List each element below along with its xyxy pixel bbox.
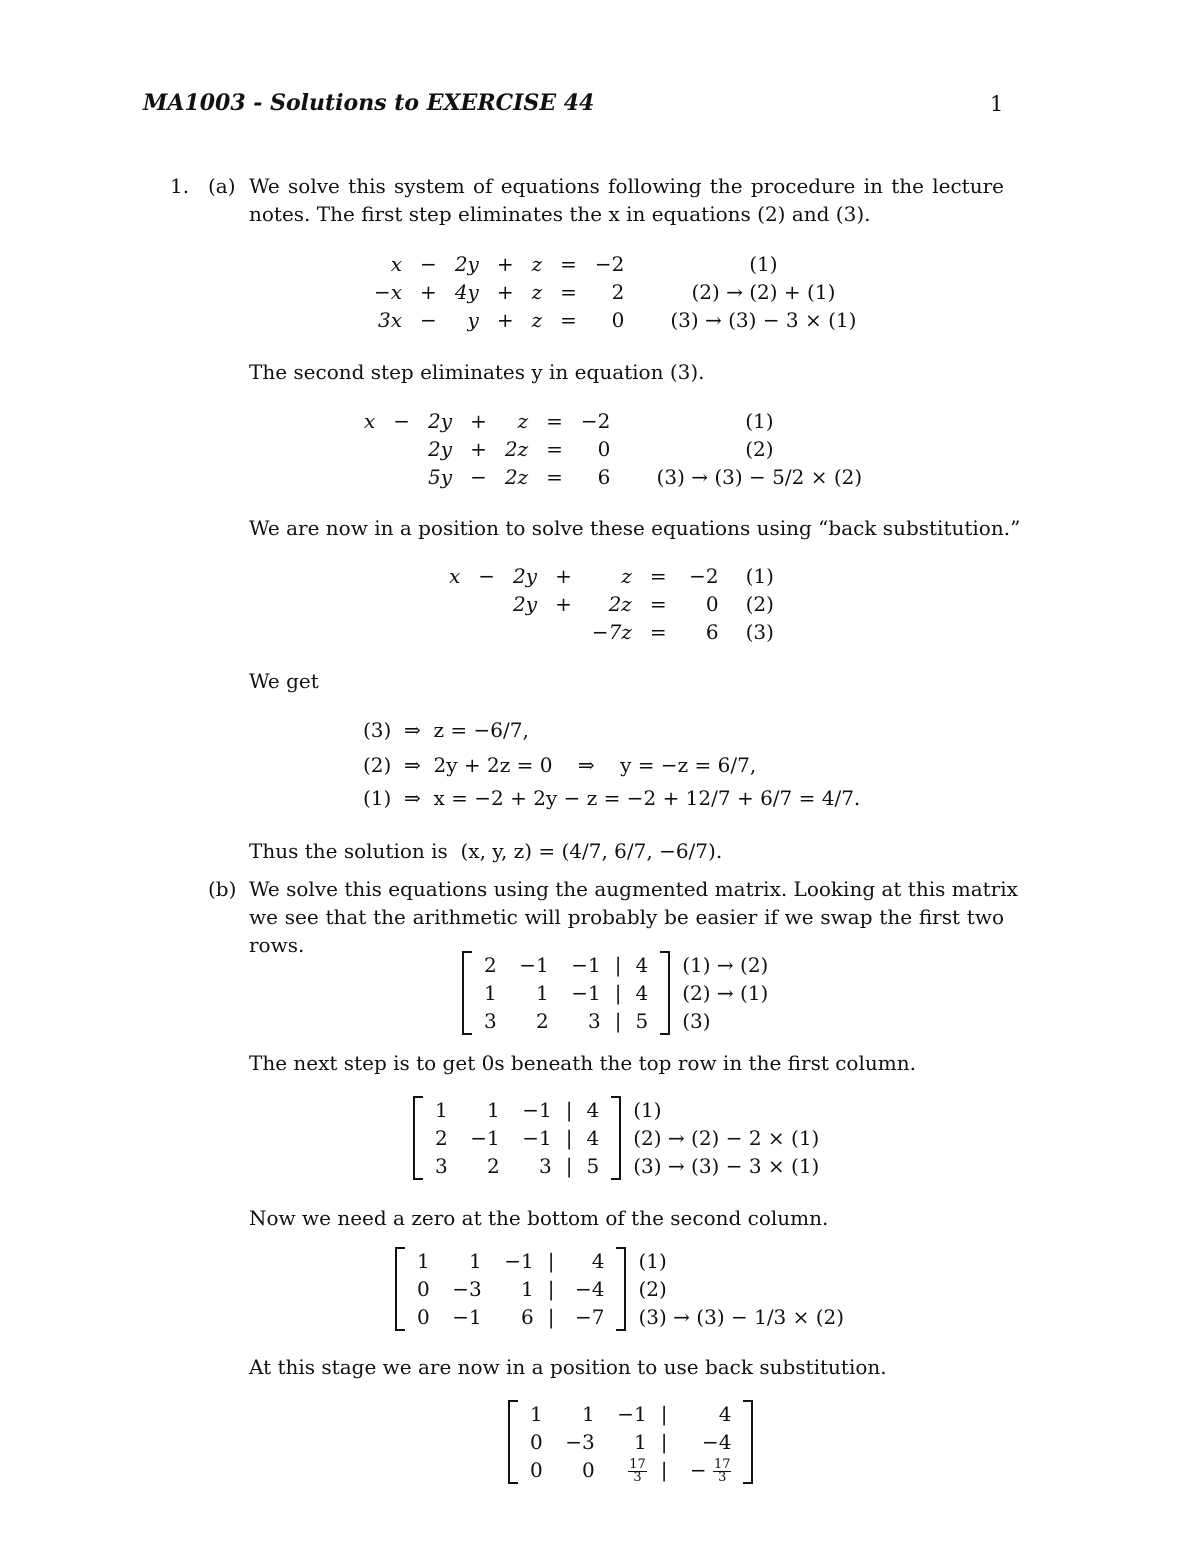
row-operation: (3) → (3) − 3 × (1) [670,308,857,332]
matrix-row [522,1428,739,1456]
term: 2z [608,592,632,616]
right-bracket [611,1096,621,1180]
row-operation: (1) → (2) [682,953,769,977]
operator: − [420,308,437,332]
row-operation: (3) → (3) − 1/3 × (2) [638,1305,845,1329]
matrix-cell: −1 [452,1305,482,1329]
equals: = [546,465,563,489]
rhs: 6 [705,620,719,644]
matrix-cell: 1 [634,1430,647,1454]
matrix-cell: −7 [575,1305,605,1329]
step2-text: The second step eliminates y in equation (3). [249,360,705,384]
matrix-body [409,1247,612,1331]
rhs: −2 [580,409,611,433]
matrix-cell: 2 [484,953,497,977]
operator: − [478,564,496,588]
matrix-row [476,979,656,1007]
operator: − [393,409,411,433]
operator: + [470,437,487,461]
left-bracket [508,1400,518,1484]
part-b-intro-line1: We solve this equations using the augmented matrix. Looking at this matrix [249,877,1018,901]
part-a-intro-line2: notes. The first step eliminates the x in equations (2) and (3). [249,202,871,226]
matrix-cell: 4 [635,953,649,977]
matrix-separator: | [660,1430,668,1454]
row-operations [682,951,768,1035]
we-get-text: We get [249,669,319,693]
equals: = [560,280,577,304]
equation-row [365,278,872,306]
rhs: 6 [597,465,611,489]
matrix-cell: 4 [718,1402,732,1426]
term: 2z [504,437,529,461]
row-operation: (1) [745,409,774,433]
equation-system-3 [440,562,783,646]
operator [384,463,419,491]
operator [546,618,581,646]
rhs: 0 [705,592,719,616]
matrix-cell: 0 [582,1458,595,1482]
term: z [531,308,543,332]
equals: = [649,620,667,644]
operator: + [555,592,572,616]
matrix-row [476,1007,656,1035]
rhs: −2 [594,252,625,276]
row-operation: (2) → (1) [682,981,769,1005]
equation-row [355,463,878,491]
equals: = [546,409,563,433]
fraction-numerator: 17 [629,1457,646,1472]
matrix-row [522,1400,739,1428]
part-b-intro-line2: we see that the arithmetic will probably be easier if we swap the first two [249,905,1004,929]
matrix-separator: | [565,1126,573,1150]
back-substitution-text: We are now in a position to solve these equations using “back substitution.” [249,516,1021,540]
matrix-cell: 2 [487,1154,500,1178]
minus-sign: − [689,1458,707,1482]
matrix-cell: −1 [470,1126,500,1150]
operator: − [420,252,437,276]
operator: + [496,308,514,332]
row-operation: (2) [638,1277,667,1301]
row-operations [633,1096,819,1180]
matrix-cell: 1 [487,1098,500,1122]
matrix-cell: 3 [539,1154,552,1178]
result-line-1: (3) ⇒ z = −6/7, [363,718,529,742]
matrix-cell: 0 [417,1305,430,1329]
row-operation: (2) → (2) − 2 × (1) [633,1126,820,1150]
fraction [713,1459,732,1484]
matrix-cell: 6 [521,1305,534,1329]
matrix-cell: 4 [635,981,649,1005]
matrix-row [522,1456,739,1484]
term: 2y [454,252,479,276]
term: 2y [513,592,538,616]
step-text-2: The next step is to get 0s beneath the top row in the first column. [249,1051,916,1075]
matrix-body [522,1400,739,1484]
matrix-row [409,1303,612,1331]
operator: + [496,280,514,304]
rhs: 0 [597,437,611,461]
fraction-denominator: 3 [718,1470,727,1485]
row-operation: (2) → (2) + (1) [691,280,836,304]
term: z [517,409,529,433]
row-operation: (3) → (3) − 5/2 × (2) [656,465,863,489]
augmented-matrix-4 [508,1400,753,1484]
rhs: 0 [611,308,625,332]
term: 3x [378,308,403,332]
matrix-cell: −4 [702,1430,732,1454]
matrix-cell: 3 [484,1009,497,1033]
row-operation: (3) [682,1009,711,1033]
matrix-cell: 0 [417,1277,430,1301]
matrix-body [427,1096,607,1180]
part-a-label: (a) [208,174,236,198]
page-title: MA1003 - Solutions to EXERCISE 44 [143,90,595,116]
matrix-separator: | [660,1458,668,1482]
matrix-cell: 3 [588,1009,601,1033]
matrix-cell: 4 [586,1126,600,1150]
matrix-cell: 1 [530,1402,543,1426]
operator: + [420,280,437,304]
operator: + [470,409,487,433]
matrix-separator: | [614,1009,622,1033]
matrix-separator: | [547,1277,555,1301]
matrix-separator: | [614,953,622,977]
equals: = [560,252,577,276]
row-operation: (1) [745,564,774,588]
matrix-cell: −4 [575,1277,605,1301]
matrix-cell: 0 [530,1458,543,1482]
equation-row [355,435,878,463]
matrix-cell: 1 [469,1249,482,1273]
fraction-denominator: 3 [633,1470,642,1485]
operator: + [555,564,572,588]
augmented-matrix-3 [395,1247,844,1331]
left-bracket [462,951,472,1035]
matrix-cell: −1 [522,1126,552,1150]
term: −7z [591,620,632,644]
equation-row [355,407,878,435]
term: y [467,308,479,332]
matrix-cell [673,1456,739,1484]
left-bracket [413,1096,423,1180]
matrix-cell: −3 [452,1277,482,1301]
matrix-cell: 1 [536,981,549,1005]
matrix-cell: 0 [530,1430,543,1454]
matrix-cell: −1 [571,981,601,1005]
equation-row [440,590,783,618]
matrix-cell: 1 [435,1098,448,1122]
matrix-cell: 2 [536,1009,549,1033]
row-operation: (3) → (3) − 3 × (1) [633,1154,820,1178]
term: 2y [513,564,538,588]
term: 2y [428,409,453,433]
augmented-matrix-1 [462,951,768,1035]
matrix-cell: 2 [435,1126,448,1150]
row-operation: (1) [749,252,778,276]
term: 2z [504,465,529,489]
equation-row [440,618,783,646]
matrix-cell: 4 [591,1249,605,1273]
matrix-cell [603,1456,655,1484]
matrix-row [427,1124,607,1152]
matrix-cell: −1 [617,1402,647,1426]
part-b-label: (b) [208,877,237,901]
solution-text: Thus the solution is (x, y, z) = (4/7, 6/7, −6/7). [249,839,723,863]
matrix-cell: −1 [504,1249,534,1273]
term: z [531,252,543,276]
term: 2y [428,437,453,461]
term: z [621,564,632,588]
matrix-row [427,1152,607,1180]
operator: − [470,465,487,489]
row-operations [638,1247,844,1331]
equation-row [365,250,872,278]
equals: = [649,592,667,616]
matrix-cell: −1 [519,953,549,977]
page-number: 1 [990,92,1004,116]
augmented-matrix-2 [413,1096,819,1180]
fraction [628,1459,647,1484]
matrix-row [409,1275,612,1303]
row-operation: (2) [745,592,774,616]
term: 4y [454,280,479,304]
result-line-3: (1) ⇒ x = −2 + 2y − z = −2 + 12/7 + 6/7 = 4/7. [363,786,861,810]
operator [469,590,504,618]
operator: + [496,252,514,276]
operator [384,435,419,463]
rhs: 2 [611,280,625,304]
result-line-2: (2) ⇒ 2y + 2z = 0 ⇒ y = −z = 6/7, [363,753,757,777]
matrix-cell: −3 [565,1430,595,1454]
equation-row [365,306,872,334]
term: x [364,409,376,433]
matrix-cell: 1 [484,981,497,1005]
matrix-cell: 4 [586,1098,600,1122]
equation-row [440,562,783,590]
term: x [449,564,461,588]
equals: = [649,564,667,588]
row-operation: (2) [745,437,774,461]
operator [469,618,504,646]
term: 5y [428,465,453,489]
matrix-cell: 3 [435,1154,448,1178]
row-operation: (1) [638,1249,667,1273]
matrix-cell: 5 [635,1009,649,1033]
term: x [390,252,403,276]
matrix-cell: 1 [582,1402,595,1426]
equals: = [546,437,563,461]
matrix-row [427,1096,607,1124]
equation-system-2 [355,407,878,491]
term: z [531,280,543,304]
matrix-separator: | [565,1154,573,1178]
right-bracket [743,1400,753,1484]
matrix-cell: −1 [522,1098,552,1122]
matrix-cell: 1 [417,1249,430,1273]
matrix-row [409,1247,612,1275]
matrix-cell: 1 [521,1277,534,1301]
left-bracket [395,1247,405,1331]
matrix-separator: | [547,1249,555,1273]
matrix-cell: −1 [571,953,601,977]
matrix-cell: 5 [586,1154,600,1178]
rhs: −2 [689,564,719,588]
fraction-numerator: 17 [713,1457,731,1472]
matrix-separator: | [547,1305,555,1329]
matrix-separator: | [660,1402,668,1426]
part-b-intro-line3: rows. [249,933,305,957]
equation-system-1 [365,250,872,334]
question-number: 1. [170,174,190,198]
matrix-separator: | [614,981,622,1005]
equals: = [560,308,577,332]
row-operation: (1) [633,1098,662,1122]
step-text-4: At this stage we are now in a position to use back substitution. [249,1355,887,1379]
matrix-separator: | [565,1098,573,1122]
part-a-intro-line1: We solve this system of equations following the procedure in the lecture [249,174,1004,198]
matrix-row [476,951,656,979]
term: −x [374,280,403,304]
matrix-body [476,951,656,1035]
step-text-3: Now we need a zero at the bottom of the second column. [249,1206,829,1230]
row-operation: (3) [745,620,774,644]
right-bracket [616,1247,626,1331]
right-bracket [660,951,670,1035]
